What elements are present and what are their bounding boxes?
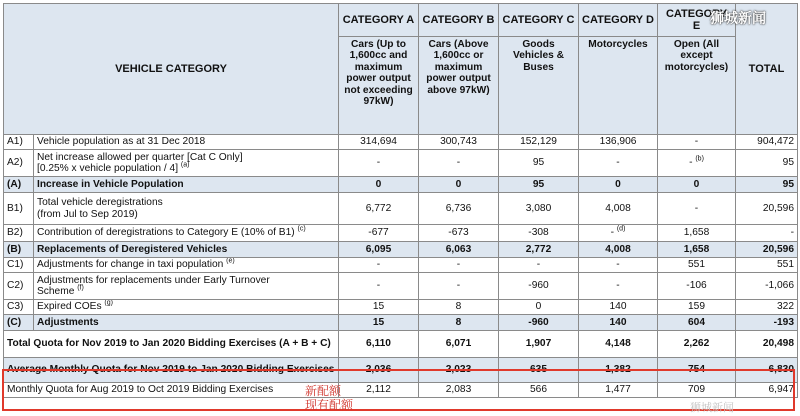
row-code: C3) (4, 300, 34, 315)
cell-e: - (658, 193, 736, 225)
cell-total: 95 (736, 150, 798, 177)
cell-e: 1,658 (658, 225, 736, 242)
cell-e: 159 (658, 300, 736, 315)
cell-c: 95 (499, 150, 579, 177)
footnote-mark: (f) (77, 284, 84, 292)
cell-e: 754 (658, 358, 736, 383)
table-row (4, 193, 798, 225)
cell-c: 566 (499, 383, 579, 398)
cell-e: 2,262 (658, 331, 736, 358)
cell-a: -677 (339, 225, 419, 242)
table-row (4, 358, 798, 383)
cell-a: 15 (339, 300, 419, 315)
cell-b: 8 (419, 300, 499, 315)
cell-c: 0 (499, 300, 579, 315)
cell-a: - (339, 273, 419, 300)
cell-total: 95 (736, 177, 798, 193)
row-code: C1) (4, 258, 34, 273)
cell-b: 0 (419, 177, 499, 193)
cell-b: - (419, 273, 499, 300)
cell-e: 709 (658, 383, 736, 398)
cell-c: -960 (499, 315, 579, 331)
cell-c: - (499, 258, 579, 273)
row-description (34, 193, 339, 225)
row-code: A2) (4, 150, 34, 177)
cell-total: 6,830 (736, 358, 798, 383)
table-row (4, 331, 798, 358)
table-row (4, 242, 798, 258)
row-code: A1) (4, 135, 34, 150)
row-description: Contribution of deregistrations to Category E (10% of B1) $^{(c)}$ (34, 225, 339, 242)
row-code: B2) (4, 225, 34, 242)
cell-e: 604 (658, 315, 736, 331)
cell-a: - (339, 258, 419, 273)
cell-d: 4,148 (579, 331, 658, 358)
row-description: Adjustments (34, 315, 339, 331)
cell-b: - (419, 258, 499, 273)
cell-b: 6,736 (419, 193, 499, 225)
cell-b: 6,063 (419, 242, 499, 258)
row-description: Average Monthly Quota for Nov 2019 to Jan 2020 Bidding Exercises (4, 358, 339, 383)
cell-c: -308 (499, 225, 579, 242)
cell-b: 2,083 (419, 383, 499, 398)
total-header: TOTAL (736, 4, 798, 135)
row-description: Increase in Vehicle Population (34, 177, 339, 193)
row-description (34, 150, 339, 177)
row-description-line2: Scheme (37, 286, 75, 297)
cell-b: -673 (419, 225, 499, 242)
row-description: Total Quota for Nov 2019 to Jan 2020 Bidding Exercises (A + B + C) (4, 331, 339, 358)
row-description-line1: Adjustments for replacements under Early Turnover (37, 274, 270, 286)
coe-quota-table (3, 3, 798, 398)
category-b-header: CATEGORY B (419, 4, 499, 37)
row-description-line2: [0.25% x vehicle population / 4] (37, 163, 179, 174)
row-description-line1: Total vehicle deregistrations (37, 197, 163, 209)
cell-d: 140 (579, 315, 658, 331)
cell-b: - (419, 150, 499, 177)
category-e-header: CATEGORY E (658, 4, 736, 37)
table-row (4, 225, 798, 242)
footnote-mark: (g) (104, 299, 113, 307)
cell-d: - (579, 258, 658, 273)
cell-b: 2,023 (419, 358, 499, 383)
watermark-top-right: 狮城新闻 (710, 11, 766, 27)
row-code: B1) (4, 193, 34, 225)
footnote-mark: (b) (695, 155, 704, 163)
category-b-description: Cars (Above 1,600cc or maximum power output above 97kW) (419, 37, 499, 135)
cell-d: 1,382 (579, 358, 658, 383)
cell-d: 4,008 (579, 242, 658, 258)
cell-d: - (579, 273, 658, 300)
row-description: Adjustments for change in taxi population $^{(e)}$ (34, 258, 339, 273)
category-e-description: Open (All except motorcycles) (658, 37, 736, 135)
cell-a: 6,095 (339, 242, 419, 258)
cell-c: 1,907 (499, 331, 579, 358)
cell-total: -1,066 (736, 273, 798, 300)
cell-a: 6,110 (339, 331, 419, 358)
cell-a: 6,772 (339, 193, 419, 225)
cell-b: 8 (419, 315, 499, 331)
table-row (4, 177, 798, 193)
category-c-description: Goods Vehicles & Buses (499, 37, 579, 135)
cell-c: 152,129 (499, 135, 579, 150)
table-row (4, 273, 798, 300)
cell-c: 95 (499, 177, 579, 193)
category-c-header: CATEGORY C (499, 4, 579, 37)
cell-total: 322 (736, 300, 798, 315)
cell-e: - (658, 135, 736, 150)
cell-d: - $^{(d)}$ (579, 225, 658, 242)
cell-total: - (736, 225, 798, 242)
watermark-current-quota: 现有配额 (305, 398, 354, 412)
row-description: Monthly Quota for Aug 2019 to Oct 2019 Bidding Exercises (4, 383, 339, 398)
cell-d: - (579, 150, 658, 177)
table-row (4, 135, 798, 150)
vehicle-category-header: VEHICLE CATEGORY (4, 4, 339, 135)
cell-total: 6,947 (736, 383, 798, 398)
cell-total: 551 (736, 258, 798, 273)
cell-d: 136,906 (579, 135, 658, 150)
cell-d: 4,008 (579, 193, 658, 225)
cell-total: -193 (736, 315, 798, 331)
cell-a: - (339, 150, 419, 177)
cell-c: 635 (499, 358, 579, 383)
cell-e: 1,658 (658, 242, 736, 258)
cell-e: 551 (658, 258, 736, 273)
row-description: Vehicle population as at 31 Dec 2018 (34, 135, 339, 150)
cell-e: 0 (658, 177, 736, 193)
row-description-line1: Net increase allowed per quarter [Cat C Only] (37, 151, 243, 163)
cell-b: 6,071 (419, 331, 499, 358)
category-d-header: CATEGORY D (579, 4, 658, 37)
table-row (4, 300, 798, 315)
row-description (34, 273, 339, 300)
footnote-mark: (e) (226, 257, 235, 265)
watermark-new-quota: 新配额 (305, 384, 342, 398)
cell-c: 3,080 (499, 193, 579, 225)
row-description: Expired COEs $^{(g)}$ (34, 300, 339, 315)
cell-d: 0 (579, 177, 658, 193)
cell-total: 20,596 (736, 193, 798, 225)
footnote-mark: (c) (297, 225, 306, 233)
footnote-mark: (d) (616, 225, 626, 233)
footnote-mark: (a) (180, 161, 190, 169)
cell-a: 314,694 (339, 135, 419, 150)
table-row (4, 383, 798, 398)
row-code: (B) (4, 242, 34, 258)
cell-total: 904,472 (736, 135, 798, 150)
watermark-bottom-right: 狮城新闻 (690, 401, 734, 414)
cell-d: 140 (579, 300, 658, 315)
cell-a: 15 (339, 315, 419, 331)
category-d-description: Motorcycles (579, 37, 658, 135)
cell-total: 20,596 (736, 242, 798, 258)
cell-e: - $^{(b)}$ (658, 150, 736, 177)
row-code: C2) (4, 273, 34, 300)
cell-c: -960 (499, 273, 579, 300)
table-row (4, 150, 798, 177)
row-code: (C) (4, 315, 34, 331)
row-code: (A) (4, 177, 34, 193)
cell-c: 2,772 (499, 242, 579, 258)
table-row (4, 258, 798, 273)
cell-e: -106 (658, 273, 736, 300)
cell-a: 2,036 (339, 358, 419, 383)
cell-b: 300,743 (419, 135, 499, 150)
cell-total: 20,498 (736, 331, 798, 358)
row-description-line2: (from Jul to Sep 2019) (37, 208, 138, 220)
cell-a: 0 (339, 177, 419, 193)
cell-d: 1,477 (579, 383, 658, 398)
row-description: Replacements of Deregistered Vehicles (34, 242, 339, 258)
table-row (4, 315, 798, 331)
category-a-description: Cars (Up to 1,600cc and maximum power output not exceeding 97kW) (339, 37, 419, 135)
cell-a: 2,112 (339, 383, 419, 398)
category-a-header: CATEGORY A (339, 4, 419, 37)
